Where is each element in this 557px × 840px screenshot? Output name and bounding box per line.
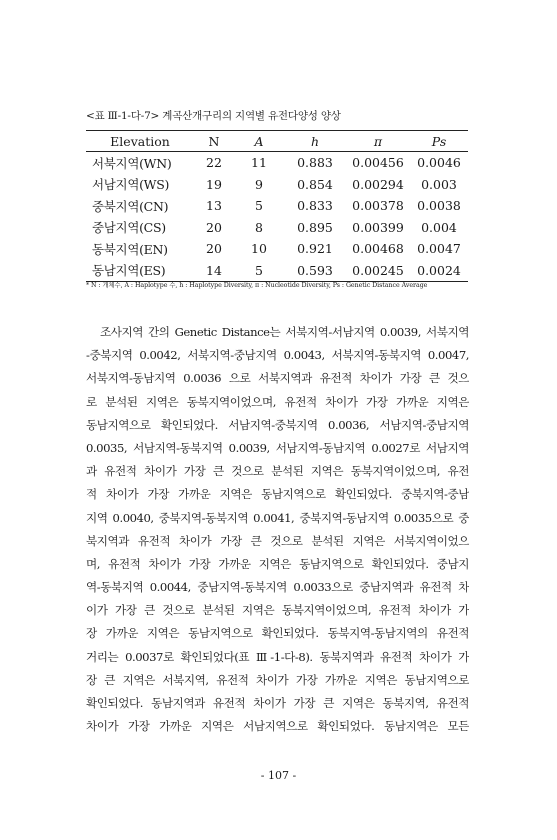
body-paragraph	[86, 321, 469, 738]
body-line: 거리는 0.0037로 확인되었다(표 Ⅲ-1-다-8). 동북지역과 유전적 차이가 가	[86, 649, 469, 664]
cell-n: 13	[206, 198, 222, 214]
body-line: 동남지역으로 확인되었다. 서남지역-중북지역 0.0036, 서남지역-중남지역	[86, 417, 469, 432]
body-line: 0.0035, 서남지역-동북지역 0.0039, 서남지역-동남지역 0.0027로 서남지역	[86, 440, 469, 455]
body-line: 서북지역-동남지역 0.0036 으로 서북지역과 유전적 차이가 가장 큰 것으	[86, 371, 469, 386]
body-line: 적 차이가 가장 가까운 지역은 동남지역으로 확인되었다. 중북지역-중남	[86, 487, 469, 502]
header-h-label: h	[310, 133, 320, 149]
cell-region: 중북지역(CN)	[92, 198, 169, 214]
genetic-diversity-table	[86, 130, 468, 282]
cell-a: 5	[255, 198, 263, 214]
cell-n: 20	[206, 241, 222, 257]
body-line: -중북지역 0.0042, 서북지역-중남지역 0.0043, 서북지역-동북지역 0.0047,	[86, 348, 469, 363]
table-row	[86, 152, 468, 174]
header-h	[284, 131, 346, 152]
header-ps-label: Ps	[431, 133, 447, 149]
body-line: 확인되었다. 동남지역과 유전적 차이가 가장 큰 지역은 동북지역, 유전적	[86, 696, 469, 710]
table-row	[86, 238, 468, 260]
cell-ps: 0.0047	[417, 241, 461, 257]
table-row	[86, 217, 468, 239]
header-ps	[410, 131, 468, 152]
table-footnote: * N : 개체수, A : Haplotype 수, h : Haplotype Diversity, π : Nucleotide Diversity, Ps : Genetic Distance Average	[86, 282, 428, 289]
cell-n: 20	[206, 219, 222, 235]
cell-n: 19	[206, 176, 222, 192]
cell-region: 중남지역(CS)	[92, 220, 166, 236]
header-pi-label: π	[373, 133, 383, 149]
body-line: 며, 유전적 차이가 가장 가까운 지역은 동남지역으로 확인되었다. 중남지	[86, 556, 469, 571]
cell-a: 11	[251, 155, 267, 171]
header-elevation: Elevation	[86, 131, 194, 152]
body-line: 이가 가장 큰 것으로 분석된 지역은 동북지역이었으며, 유전적 차이가 가	[86, 603, 469, 618]
header-n: N	[194, 131, 234, 152]
table-row	[86, 195, 468, 217]
body-line: 장 가까운 지역은 동남지역으로 확인되었다. 동북지역-동남지역의 유전적	[86, 626, 469, 641]
cell-n: 14	[194, 260, 234, 282]
table-row	[86, 260, 468, 282]
cell-ps: 0.0038	[417, 198, 461, 214]
cell-pi: 0.00294	[352, 176, 404, 192]
cell-region: 동남지역(ES)	[86, 260, 194, 282]
body-line: 차이가 가장 가까운 지역은 서남지역으로 확인되었다. 동남지역은 모든	[86, 719, 469, 734]
body-line: 로 분석된 지역은 동북지역이었으며, 유전적 차이가 가장 가까운 지역은	[86, 394, 469, 409]
cell-h: 0.895	[297, 219, 333, 235]
cell-region: 동북지역(EN)	[92, 241, 168, 257]
cell-region: 서남지역(WS)	[92, 177, 170, 193]
header-a	[234, 131, 284, 152]
cell-pi: 0.00399	[352, 219, 404, 235]
cell-h: 0.883	[297, 155, 333, 171]
cell-ps: 0.0024	[410, 260, 468, 282]
header-a-label: A	[254, 133, 264, 149]
cell-pi: 0.00456	[352, 155, 404, 171]
cell-region: 서북지역(WN)	[92, 155, 172, 171]
cell-pi: 0.00378	[352, 198, 404, 214]
cell-h: 0.854	[297, 176, 333, 192]
body-line: 지역 0.0040, 중북지역-동북지역 0.0041, 중북지역-동남지역 0.0035으로 중	[86, 510, 469, 525]
body-line: 장 큰 지역은 서북지역, 유전적 차이가 가장 가까운 지역은 동남지역으로	[86, 672, 469, 687]
body-line: 역-동북지역 0.0044, 중남지역-동북지역 0.0033으로 중남지역과 유전적 차	[86, 580, 469, 595]
cell-h: 0.593	[284, 260, 346, 282]
body-line: 북지역과 유전적 차이가 가장 큰 것으로 분석된 지역은 서북지역이었으	[86, 533, 469, 548]
cell-ps: 0.004	[421, 219, 457, 235]
cell-h: 0.833	[297, 198, 333, 214]
cell-h: 0.921	[297, 241, 333, 257]
cell-ps: 0.003	[421, 176, 457, 192]
cell-a: 5	[234, 260, 284, 282]
cell-a: 8	[255, 219, 263, 235]
cell-n: 22	[206, 155, 222, 171]
cell-pi: 0.00245	[346, 260, 410, 282]
table-header-row	[86, 131, 468, 152]
body-line: 과 유전적 차이가 가장 큰 것으로 분석된 지역은 동북지역이었으며, 유전	[86, 464, 469, 479]
cell-a: 10	[251, 241, 267, 257]
page-number: - 107 -	[260, 769, 297, 782]
header-pi	[346, 131, 410, 152]
cell-a: 9	[255, 176, 263, 192]
table-caption: <표 Ⅲ-1-다-7> 계곡산개구리의 지역별 유전다양성 양상	[86, 110, 341, 122]
cell-pi: 0.00468	[352, 241, 404, 257]
cell-ps: 0.0046	[417, 155, 461, 171]
body-line: 조사지역 간의 Genetic Distance는 서북지역-서남지역 0.0039, 서북지역	[100, 325, 469, 339]
table-row	[86, 174, 468, 196]
